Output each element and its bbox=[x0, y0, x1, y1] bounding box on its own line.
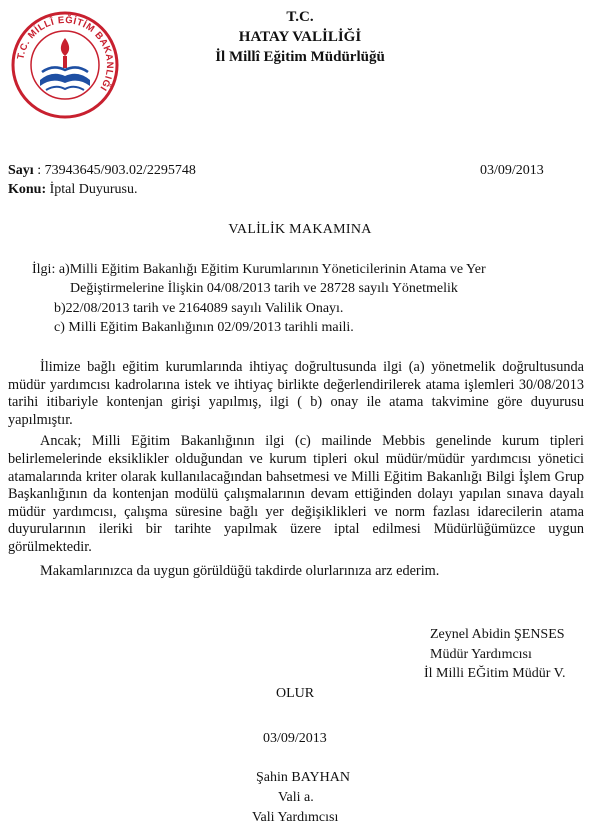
logo-ring-text: T.C. MİLLÎ EĞİTİM BAKANLIĞI bbox=[15, 14, 116, 93]
header-tc: T.C. bbox=[286, 9, 314, 25]
sayi-line bbox=[8, 163, 196, 179]
ilgi-c-line: c) Milli Eğitim Bakanlığının 02/09/2013 tarihli maili. bbox=[54, 320, 354, 335]
signer-title-1: Müdür Yardımcısı bbox=[430, 647, 532, 662]
body-paragraph-2: Ancak; Milli Eğitim Bakanlığının ilgi (c) mailinde Mebbis genelinde kurum tipleri belirlemelerinde eksiklikler olduğundan ve kurum tipleri okul müdür/müdür yardımcısı yönetici atamalarında kriter olarak kullanılacağından bahsetmesi ve Milli Eğitim Bakanlığı Bilgi İşlem Grup Başkanlığının da kontenjan modülü çalışmalarının devam ettiğinden dolayı yapılan sınava dayalı müdür yardımcısı, çalışma süresine bağlı yer değişiklikleri ve norm fazlası idarecilerin atama duyurularının ileriki bir tarihte yapılmak üzere iptal edilmesi Müdürlüğümüzce uygun görülmektedir. bbox=[8, 433, 584, 555]
approval-name: Şahin BAYHAN bbox=[256, 770, 350, 785]
sayi-value: : 73943645/903.02/2295748 bbox=[37, 163, 196, 178]
ilgi-b-line: b)22/08/2013 tarih ve 2164089 sayılı Valilik Onayı. bbox=[54, 301, 344, 316]
body-paragraph-3: Makamlarınızca da uygun görüldüğü takdirde olurlarınıza arz ederim. bbox=[40, 562, 440, 579]
approval-title-2: Vali Yardımcısı bbox=[252, 810, 339, 825]
approval-date: 03/09/2013 bbox=[263, 731, 327, 746]
logo-book-icon bbox=[40, 74, 90, 86]
signer-name: Zeynel Abidin ŞENSES bbox=[430, 627, 565, 642]
header-governorship: HATAY VALİLİĞİ bbox=[238, 29, 362, 45]
approval-title-1: Vali a. bbox=[278, 790, 314, 805]
body-paragraph-1: İlimize bağlı eğitim kurumlarında ihtiyaç doğrultusunda ilgi (a) yönetmelik doğrultusunda müdür yardımcısı kadrolarına istek ve ihtiyaç birlikte değerlendirilerek atama işlemleri 30/08/2013 tarihi itibariyle kontenjan girişi yapılmış, ilgi ( b) onay ile atama takvimine göre duyurusu yapılmıştır. bbox=[8, 359, 584, 428]
document-date: 03/09/2013 bbox=[480, 163, 544, 178]
sayi-label: Sayı bbox=[8, 163, 34, 178]
body-text bbox=[8, 359, 584, 580]
konu-label: Konu: bbox=[8, 182, 47, 197]
signer-title-2: İl Milli EĞitim Müdür V. bbox=[424, 666, 566, 681]
konu-value: İptal Duyurusu. bbox=[49, 182, 138, 197]
addressee: VALİLİK MAKAMINA bbox=[228, 222, 372, 237]
konu-line bbox=[8, 182, 138, 198]
approval-olur: OLUR bbox=[276, 686, 315, 701]
ilgi-a-line1: İlgi: a)Milli Eğitim Bakanlığı Eğitim Kurumlarının Yöneticilerinin Atama ve Yer bbox=[32, 262, 486, 277]
header-directorate: İl Millî Eğitim Müdürlüğü bbox=[215, 49, 385, 65]
ilgi-a-line2: Değiştirmelerine İlişkin 04/08/2013 tarih ve 28728 sayılı Yönetmelik bbox=[70, 281, 458, 296]
